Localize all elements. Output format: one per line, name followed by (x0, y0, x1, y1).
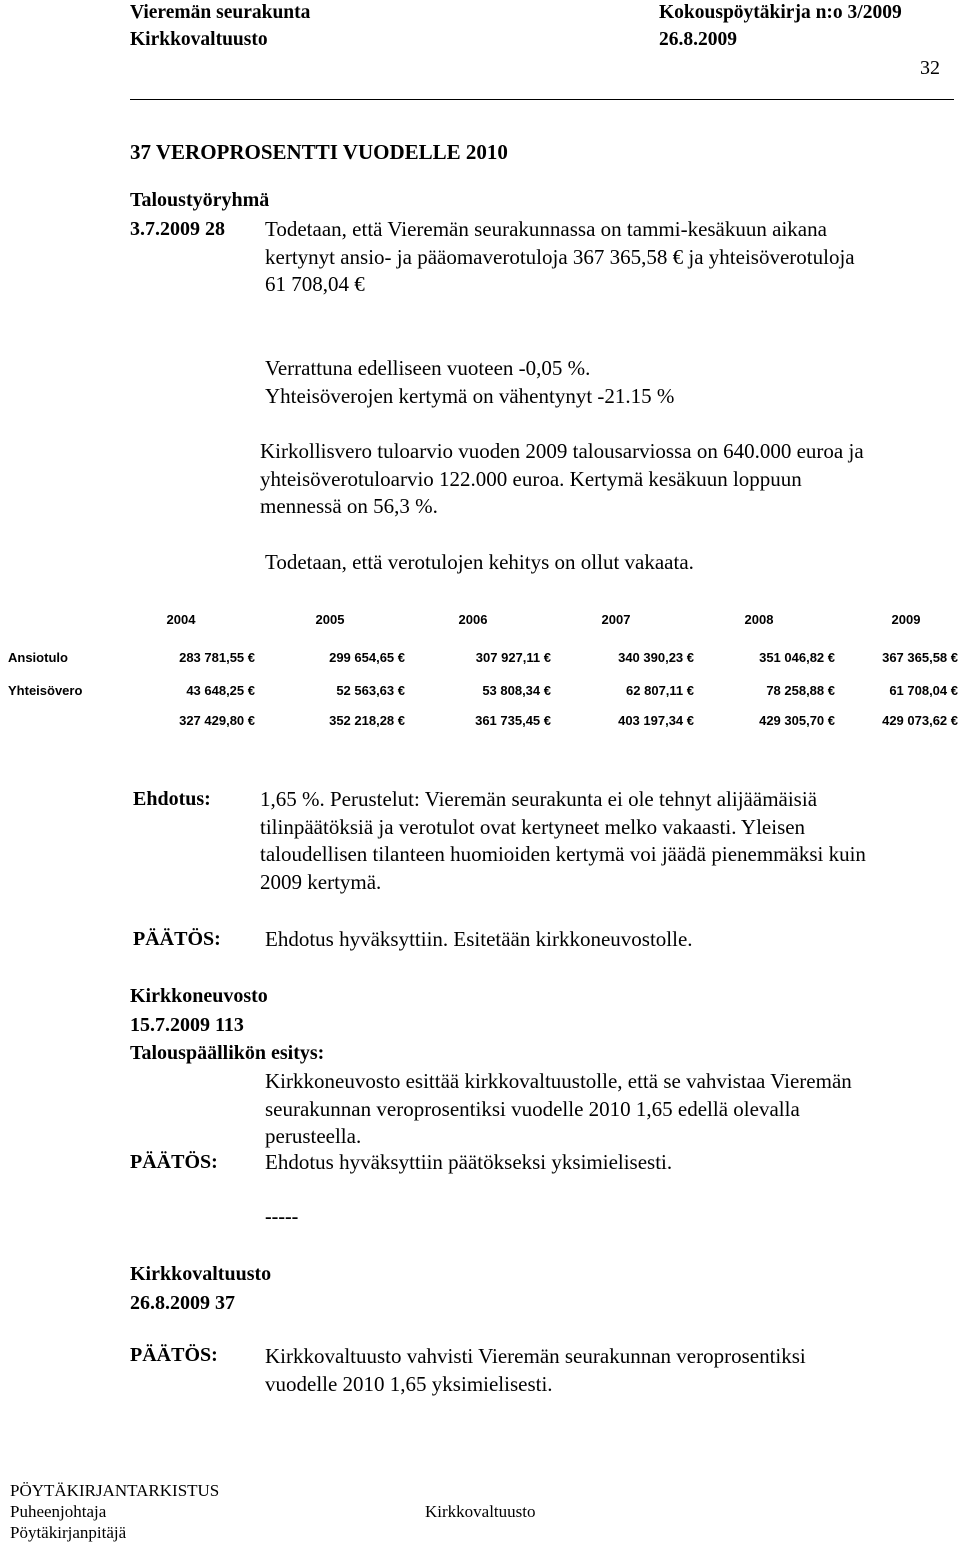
table-cell: 61 708,04 € (889, 683, 958, 698)
table-cell: 429 305,70 € (759, 713, 835, 728)
paragraph-budget (260, 438, 864, 521)
table-cell: 351 046,82 € (759, 650, 835, 665)
year-header: 2004 (166, 612, 196, 627)
decision-text: Ehdotus hyväksyttiin. Esitetään kirkkoneuvostolle. (265, 927, 693, 951)
paragraph-line: Kirkollisvero tuloarvio vuoden 2009 talousarviossa on 640.000 euroa ja (260, 439, 864, 463)
year-header: 2006 (458, 612, 488, 627)
assembly-decision-label: PÄÄTÖS: (130, 1344, 218, 1366)
assembly-ref: 26.8.2009 37 (130, 1292, 235, 1314)
row-label: Ansiotulo (8, 650, 68, 665)
table-cell: 403 197,34 € (618, 713, 694, 728)
table-cell: 299 654,65 € (329, 650, 405, 665)
table-cell: 340 390,23 € (618, 650, 694, 665)
paragraph-line: Yhteisöverojen kertymä on vähentynyt -21.15 % (265, 383, 675, 408)
year-header: 2007 (601, 612, 631, 627)
section-title: 37 VEROPROSENTTI VUODELLE 2010 (130, 140, 508, 164)
table-cell: 327 429,80 € (179, 713, 255, 728)
paragraph-line: yhteisöverotuloarvio 122.000 euroa. Kertymä kesäkuun loppuun (260, 466, 802, 491)
year-header: 2009 (891, 612, 921, 627)
header-org: Vieremän seurakunta (130, 2, 311, 23)
council-proposal (265, 1068, 852, 1151)
table-cell: 367 365,58 € (882, 650, 958, 665)
council-decision-text: Ehdotus hyväksyttiin päätökseksi yksimielisesti. (265, 1150, 673, 1174)
paragraph-comparison (265, 355, 674, 410)
proposal-label: Ehdotus: (133, 788, 211, 810)
table-cell: 283 781,55 € (179, 650, 255, 665)
footer-verification: PÖYTÄKIRJANTARKISTUS (10, 1481, 220, 1500)
paragraph-line: 61 708,04 € (265, 272, 365, 296)
table-cell: 53 808,34 € (482, 683, 551, 698)
paragraph-line: taloudellisen tilanteen huomioiden kertymä voi jäädä pienemmäksi kuin (260, 842, 866, 866)
separator: ----- (265, 1206, 299, 1228)
paragraph-line: Kirkkoneuvosto esittää kirkkovaltuustolle, että se vahvistaa Vieremän (265, 1069, 852, 1093)
header-body: Kirkkovaltuusto (130, 29, 268, 50)
footer-body: Kirkkovaltuusto (425, 1502, 536, 1521)
year-header: 2008 (744, 612, 774, 627)
table-cell: 78 258,88 € (766, 683, 835, 698)
assembly-decision-text (265, 1343, 806, 1398)
section-group: Taloustyöryhmä (130, 189, 270, 211)
header-date: 26.8.2009 (659, 29, 737, 50)
footer-chair: Puheenjohtaja (10, 1502, 107, 1521)
row-label: Yhteisövero (8, 683, 83, 698)
table-cell: 361 735,45 € (475, 713, 551, 728)
proposal-text (260, 786, 866, 896)
decision-label: PÄÄTÖS: (133, 928, 221, 950)
paragraph-line: seurakunnan veroprosentiksi vuodelle 2010 1,65 edellä olevalla (265, 1096, 800, 1121)
paragraph-line: vuodelle 2010 1,65 yksimielisesti. (265, 1371, 553, 1396)
table-cell: 43 648,25 € (186, 683, 255, 698)
council-presenter: Talouspäällikön esitys: (130, 1042, 325, 1064)
paragraph-line: Verrattuna edelliseen vuoteen -0,05 %. (265, 356, 591, 380)
paragraph-line: 2009 kertymä. (260, 869, 382, 894)
table-cell: 62 807,11 € (626, 683, 694, 698)
paragraph-line: Todetaan, että Vieremän seurakunnassa on tammi-kesäkuun aikana (265, 217, 827, 241)
paragraph-accrual (265, 216, 855, 299)
assembly-title: Kirkkovaltuusto (130, 1263, 272, 1285)
council-title: Kirkkoneuvosto (130, 985, 268, 1007)
table-cell: 307 927,11 € (475, 650, 551, 665)
paragraph-line: perusteella. (265, 1124, 362, 1148)
year-header: 2005 (315, 612, 345, 627)
table-cell: 52 563,63 € (336, 683, 405, 698)
paragraph-stable: Todetaan, että verotulojen kehitys on ollut vakaata. (265, 550, 694, 574)
paragraph-line: Kirkkovaltuusto vahvisti Vieremän seurakunnan veroprosentiksi (265, 1344, 806, 1368)
council-decision-label: PÄÄTÖS: (130, 1151, 218, 1173)
header-rule (130, 99, 954, 100)
section-ref: 3.7.2009 28 (130, 218, 225, 240)
footer-secretary: Pöytäkirjanpitäjä (10, 1523, 127, 1542)
footer-left (10, 1480, 219, 1543)
page-number: 32 (920, 57, 940, 79)
header-doc: Kokouspöytäkirja n:o 3/2009 (659, 2, 902, 23)
table-cell: 429 073,62 € (882, 713, 958, 728)
paragraph-line: tilinpäätöksiä ja verotulot ovat kertyneet melko vakaasti. Yleisen (260, 814, 806, 839)
council-ref: 15.7.2009 113 (130, 1014, 244, 1036)
paragraph-line: mennessä on 56,3 %. (260, 494, 438, 518)
paragraph-line: 1,65 %. Perustelut: Vieremän seurakunta ei ole tehnyt alijäämäisiä (260, 787, 818, 811)
table-cell: 352 218,28 € (329, 713, 405, 728)
paragraph-line: kertynyt ansio- ja pääomaverotuloja 367 365,58 € ja yhteisöverotuloja (265, 244, 855, 269)
